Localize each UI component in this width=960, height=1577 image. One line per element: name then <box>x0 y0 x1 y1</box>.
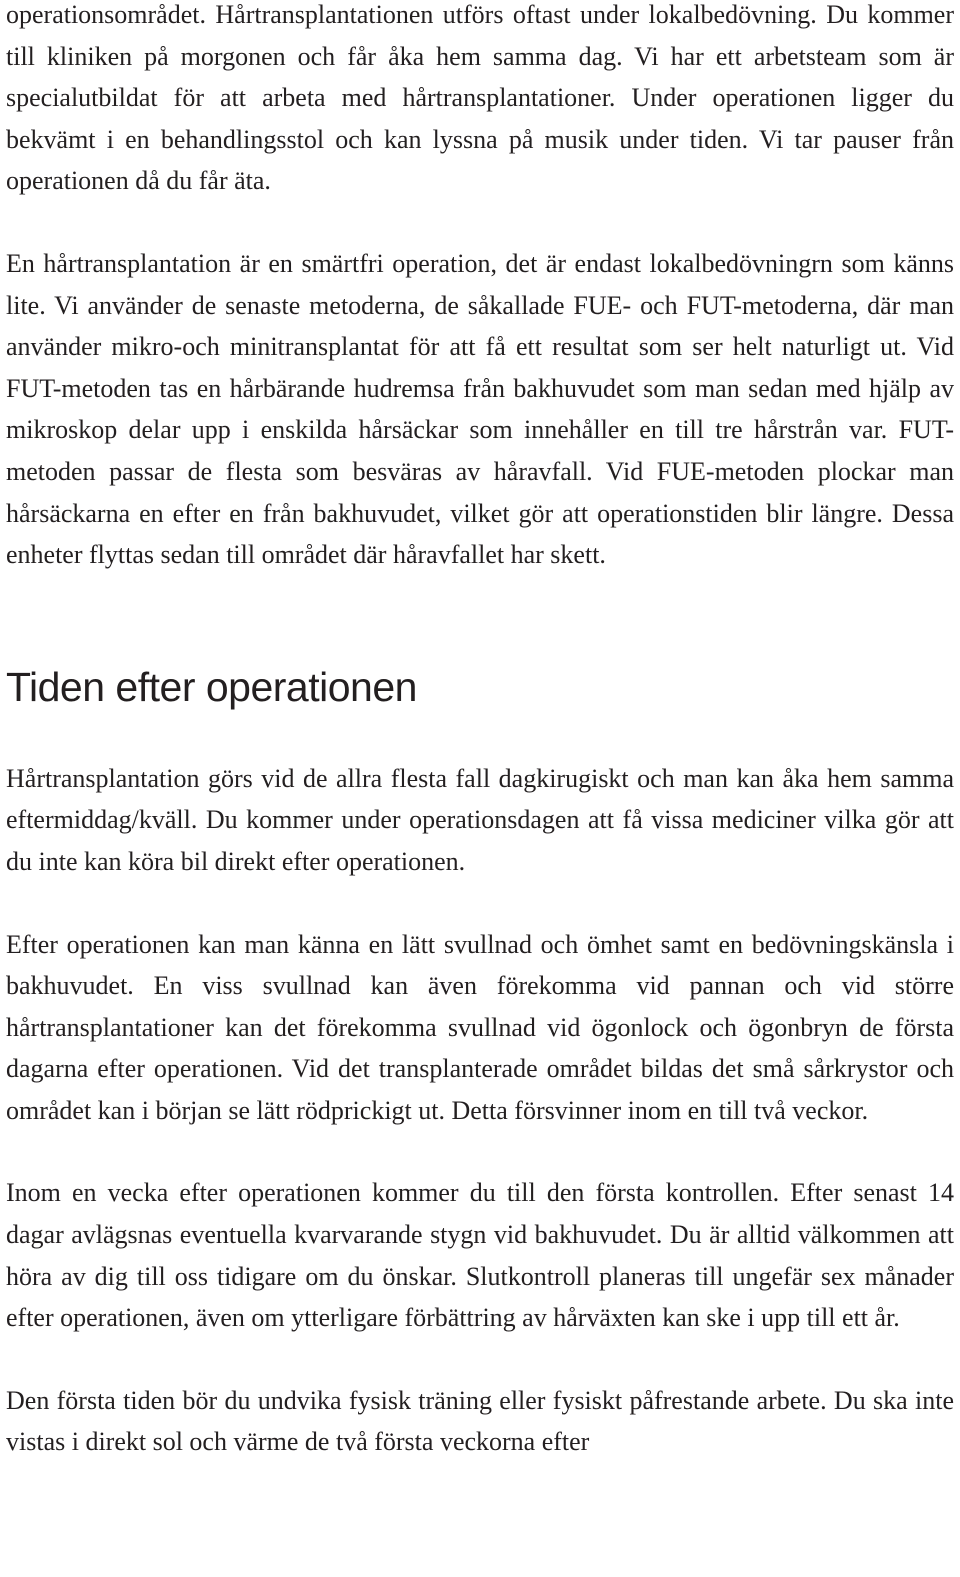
body-paragraph: Inom en vecka efter operationen kommer du till den första kontrollen. Efter senast 14 dagar avlägsnas eventuella kvarvarande stygn vid bakhuvudet. Du är alltid välkommen att höra av dig till oss tidigare om du önskar. Slutkontroll planeras till ungefär sex månader efter operationen, även om ytterligare förbättring av hårväxten kan ske i upp till ett år. <box>6 1178 954 1333</box>
document-page <box>6 0 954 1463</box>
body-paragraph: Hårtransplantation görs vid de allra flesta fall dagkirugiskt och man kan åka hem samma eftermiddag/kväll. Du kommer under operationsdagen att få vissa mediciner vilka gör att du inte kan köra bil direkt efter operationen. <box>6 763 954 876</box>
body-paragraph: Den första tiden bör du undvika fysisk träning eller fysiskt påfrestande arbete. Du ska inte vistas i direkt sol och värme de två första veckorna efter <box>6 1385 954 1457</box>
body-paragraph: operationsområdet. Hårtransplantationen utförs oftast under lokalbedövning. Du kommer till kliniken på morgonen och får åka hem samma dag. Vi har ett arbetsteam som är specialutbildat för att arbeta med hårtransplantationer. Under operationen ligger du bekvämt i en behandlingsstol och kan lyssna på musik under tiden. Vi tar pauser från operationen då du får äta. <box>6 0 954 196</box>
body-paragraph: Efter operationen kan man känna en lätt svullnad och ömhet samt en bedövningskänsla i bakhuvudet. En viss svullnad kan även förekomma vid pannan och vid större hårtransplantationer kan det förekomma svullnad vid ögonlock och ögonbryn de första dagarna efter operationen. Vid det transplanterade området bildas det små sårkrystor och området kan i början se lätt rödprickigt ut. Detta försvinner inom en till två veckor. <box>6 929 954 1125</box>
body-paragraph: En hårtransplantation är en smärtfri operation, det är endast lokalbedövningrn som känns lite. Vi använder de senaste metoderna, de såkallade FUE- och FUT-metoderna, där man använder mikro-och minitransplantat för att få ett resultat som ser helt naturligt ut. Vid FUT-metoden tas en hårbärande hudremsa från bakhuvudet som man sedan med hjälp av mikroskop delar upp i enskilda hårsäckar som innehåller en till tre hårstrån var. FUT-metoden passar de flesta som besväras av håravfall. Vid FUE-metoden plockar man hårsäckarna en efter en från bakhuvudet, vilket gör att operationstiden blir längre. Dessa enheter flyttas sedan till området där håravfallet har skett. <box>6 248 954 570</box>
section-heading: Tiden efter operationen <box>6 663 417 710</box>
